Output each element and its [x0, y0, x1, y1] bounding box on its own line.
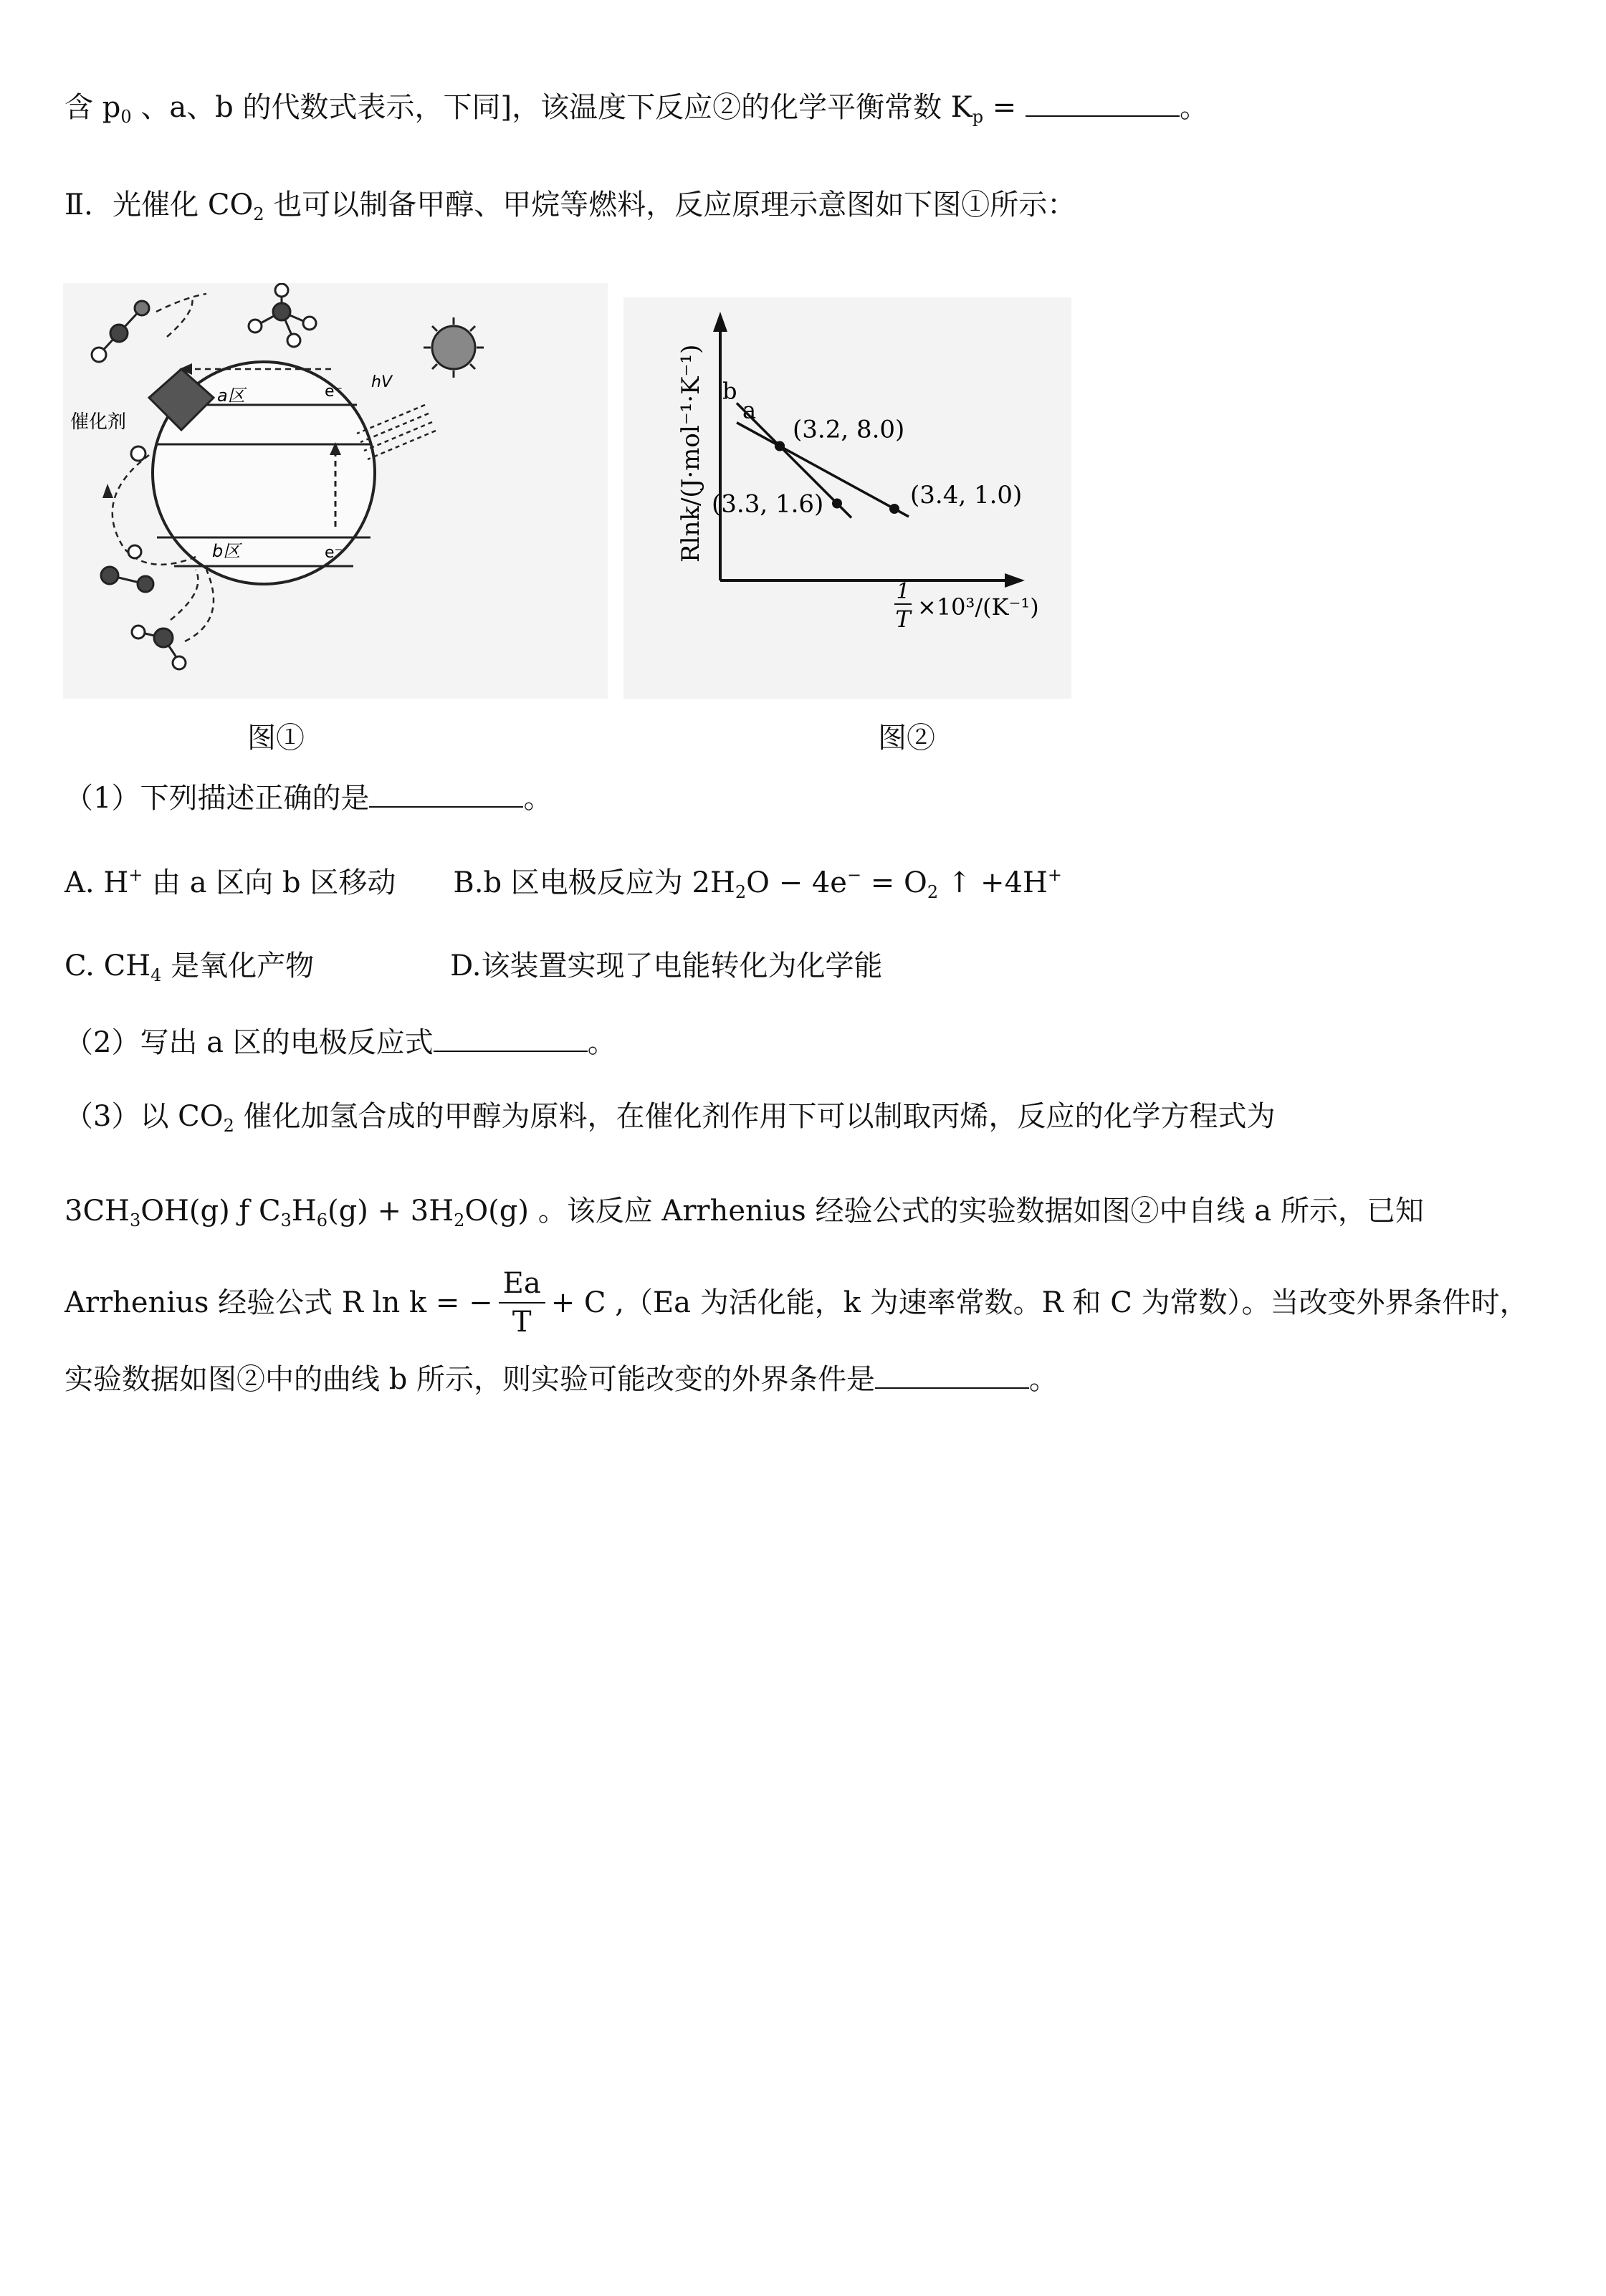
q1-options-ab [64, 855, 1062, 912]
subscript: 2 [223, 1116, 234, 1136]
arrhenius-chart [623, 297, 1071, 699]
option-a[interactable] [64, 866, 396, 899]
fraction-ea-over-t [499, 1265, 545, 1341]
option-d[interactable] [450, 950, 882, 982]
text: + C ,（Ea 为活化能，k 为速率常数。R 和 C 为常数）。当改变外界条件时， [550, 1286, 1529, 1319]
x-axis-label: ×10³/(K⁻¹) [917, 593, 1039, 621]
superscript: + [128, 865, 143, 885]
text: 实验数据如图②中的曲线 b 所示，则实验可能改变的外界条件是 [64, 1363, 876, 1396]
answer-blank-kp[interactable] [1026, 90, 1180, 117]
data-point [889, 504, 899, 514]
q3-line-4 [64, 1359, 1058, 1400]
q1-options-cd [64, 946, 882, 995]
data-point [832, 499, 842, 509]
text: （1）下列描述正确的是 [64, 782, 370, 815]
text: 含 p [64, 91, 121, 124]
text: 。 [1029, 1363, 1058, 1396]
series-label-b: b [722, 377, 737, 405]
text: 由 a 区向 b 区移动 [143, 866, 396, 899]
text: H [291, 1195, 317, 1228]
text: = [983, 91, 1026, 124]
text: (g) + 3H [328, 1195, 454, 1228]
atom-icon [131, 446, 145, 461]
text: D.该装置实现了电能转化为化学能 [450, 950, 883, 982]
option-b[interactable] [453, 865, 1063, 902]
q3-line-1 [64, 1096, 1276, 1146]
superscript: − [846, 865, 862, 885]
header-line-1 [64, 87, 1208, 137]
text: 是氧化产物 [161, 950, 315, 982]
text: 也可以制备甲醇、甲烷等燃料，反应原理示意图如下图①所示： [264, 188, 1076, 221]
text: Ⅱ．光催化 CO [64, 188, 254, 221]
text: A. H [64, 866, 129, 899]
figure1-caption: 图① [247, 722, 305, 755]
text: O − 4e [746, 866, 847, 899]
subscript: 2 [927, 882, 939, 902]
data-point [775, 441, 785, 451]
x-axis-frac-den: T [895, 606, 911, 633]
text: C. CH [64, 950, 151, 982]
fraction-numerator: Ea [499, 1265, 545, 1304]
text: B.b 区电极反应为 2H [453, 866, 735, 899]
y-axis-label: Rlnk/(J·mol⁻¹·K⁻¹) [677, 344, 705, 563]
fraction-denominator: T [512, 1306, 532, 1339]
data-label: (3.2, 8.0) [793, 415, 905, 444]
subscript: 2 [253, 204, 264, 224]
text: 。 [1180, 91, 1209, 124]
subscript: 6 [316, 1210, 328, 1230]
subscript: 3 [280, 1210, 292, 1230]
electron-label-a: e⁻ [325, 383, 343, 401]
answer-blank-q3[interactable] [875, 1362, 1029, 1389]
text: = O [861, 866, 927, 899]
x-axis-frac-num: 1 [896, 579, 910, 604]
q3-line-3 [64, 1263, 1529, 1342]
subscript: 2 [454, 1210, 465, 1230]
series-label-a: a [742, 396, 757, 424]
zone-b-label: b区 [212, 541, 241, 561]
option-c[interactable] [64, 950, 315, 985]
text: 3CH [64, 1195, 130, 1228]
text: OH(g) ƒ C [140, 1195, 281, 1228]
text: Arrhenius 经验公式 R ln k = − [64, 1286, 493, 1319]
answer-blank-q2[interactable] [434, 1025, 588, 1052]
data-label: (3.3, 1.6) [712, 489, 824, 519]
zone-a-label: a区 [217, 386, 245, 406]
text: （3）以 CO [64, 1100, 224, 1133]
light-label: hV [371, 373, 392, 391]
text: 。 [587, 1026, 616, 1059]
text: 催化加氢合成的甲醇为原料，在催化剂作用下可以制取丙烯，反应的化学方程式为 [234, 1100, 1276, 1133]
subscript: 0 [120, 107, 132, 127]
subscript: 3 [129, 1210, 141, 1230]
text: ↑ +4H [938, 866, 1048, 899]
catalyst-label: 催化剂 [70, 411, 127, 433]
text: 。 [523, 782, 553, 815]
subscript: 2 [735, 882, 747, 902]
answer-blank-q1[interactable] [369, 780, 523, 808]
data-label: (3.4, 1.0) [910, 481, 1023, 510]
q3-line-2 [64, 1191, 1424, 1240]
text: O(g) 。该反应 Arrhenius 经验公式的实验数据如图②中自线 a 所示，已知 [464, 1195, 1424, 1228]
electron-label-b: e⁻ [325, 544, 343, 562]
header-line-2 [64, 185, 1076, 234]
atom-icon [128, 545, 141, 558]
q2-stem [64, 1023, 616, 1063]
subscript: p [972, 107, 984, 127]
subscript: 4 [150, 965, 162, 985]
superscript: + [1047, 865, 1063, 885]
text: 、a、b 的代数式表示，下同]，该温度下反应②的化学平衡常数 K [131, 91, 972, 124]
text: （2）写出 a 区的电极反应式 [64, 1026, 434, 1059]
photocatalysis-diagram [63, 283, 608, 699]
q1-stem [64, 778, 552, 818]
sun-icon [424, 317, 484, 378]
figure2-caption: 图② [878, 722, 935, 755]
